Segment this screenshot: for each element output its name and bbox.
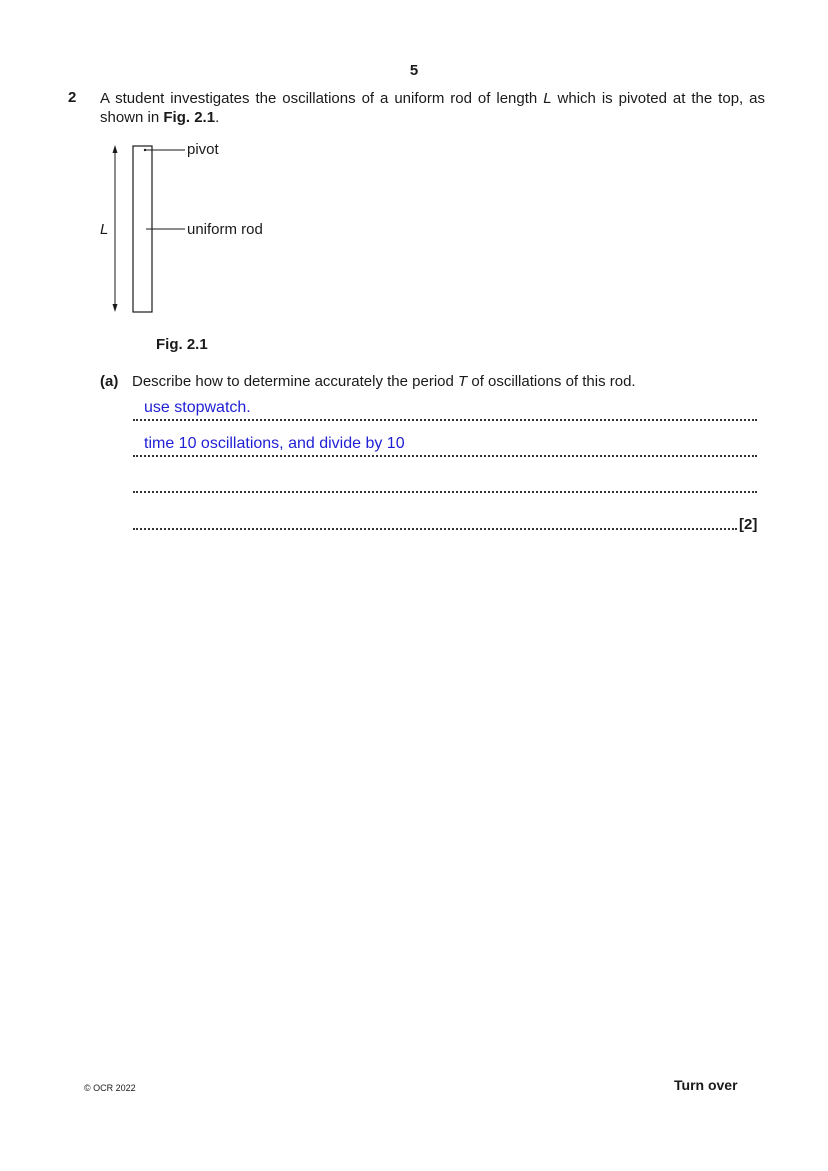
answer-line-2-text[interactable]: time 10 oscillations, and divide by 10: [144, 435, 405, 452]
pivot-label: pivot: [187, 141, 219, 158]
length-symbol: L: [543, 90, 552, 107]
question-text: [100, 89, 765, 127]
answer-line-1-text[interactable]: use stopwatch.: [144, 399, 251, 416]
answer-line-2[interactable]: [133, 455, 757, 457]
figure-caption: Fig. 2.1: [156, 336, 208, 353]
answer-line-3[interactable]: [133, 491, 757, 493]
copyright-notice: © OCR 2022: [84, 1083, 136, 1093]
marks-allocation: [2]: [739, 516, 758, 533]
page-number: 5: [409, 62, 419, 79]
length-arrow-head-bottom: [113, 304, 118, 312]
period-symbol: T: [458, 373, 468, 390]
turn-over-label: Turn over: [674, 1077, 738, 1093]
question-number: 2: [68, 89, 77, 106]
figure-rod-diagram: [95, 135, 295, 320]
part-a-label: (a): [100, 373, 119, 390]
question-text-part2: which is pivoted at the top, as shown in: [100, 90, 765, 126]
length-arrow-head-top: [113, 145, 118, 153]
answer-line-4[interactable]: [133, 528, 737, 530]
part-a-prompt-part1: Describe how to determine accurately the period: [132, 373, 459, 390]
part-a-prompt-part2: of oscillations of this rod.: [467, 373, 636, 390]
pivot-point: [144, 149, 146, 151]
length-label: L: [100, 221, 109, 238]
figure-reference: Fig. 2.1: [163, 109, 216, 126]
uniform-rod-label: uniform rod: [187, 221, 263, 238]
answer-line-1[interactable]: [133, 419, 757, 421]
question-text-part1: A student investigates the oscillations of a uniform rod of length: [100, 90, 544, 107]
question-text-end: .: [215, 109, 220, 126]
part-a-prompt: [132, 373, 636, 390]
